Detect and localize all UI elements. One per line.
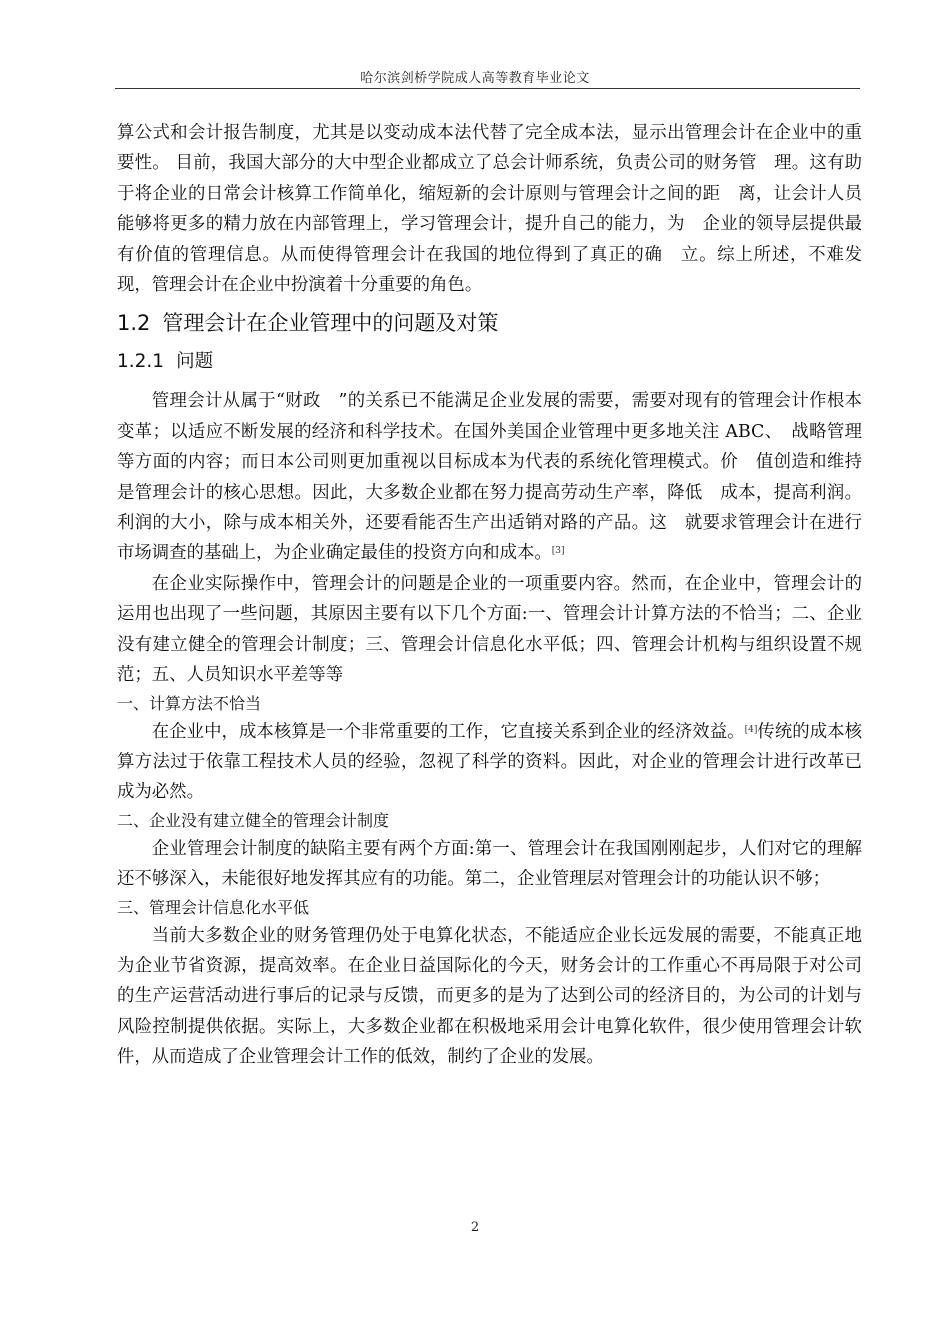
item-1-text-after: 传统的成本核算方法过于依靠工程技术人员的经验，忽视了科学的资料。因此，对企业的管理会计进行改革已成为必然。 bbox=[117, 721, 862, 803]
item-1-text-before: 在企业中，成本核算是一个非常重要的工作，它直接关系到企业的经济效益。 bbox=[151, 721, 745, 742]
citation-3: [3] bbox=[551, 546, 565, 557]
item-3-heading: 三、管理会计信息化水平低 bbox=[117, 897, 310, 917]
item-2-heading: 二、企业没有建立健全的管理会计制度 bbox=[117, 810, 390, 830]
paragraph-intro: 算公式和会计报告制度，尤其是以变动成本法代替了完全成本法，显示出管理会计在企业中的重要性。 目前，我国大部分的大中型企业都成立了总会计师系统，负责公司的财务管 理。这有助于将企业的日常会计核算工作简单化，缩短新的会计原则与管理会计之间的距 离，让会计人员能够将更多的精力放在内部管理上，学习管理会计，提升自己的能力，为 企业的领导层提供最有价值的管理信息。从而使得管理会计在我国的地位得到了真正的确 立。综上所述，不难发现，管理会计在企业中扮演着十分重要的角色。 bbox=[117, 123, 862, 296]
item-3-paragraph: 当前大多数企业的财务管理仍处于电算化状态，不能适应企业长远发展的需要，不能真正地为企业节省资源，提高效率。在企业日益国际化的今天，财务会计的工作重心不再局限于对公司的生产运营活动进行事后的记录与反馈，而更多的是为了达到公司的经济目的，为公司的计划与风险控制提供依据。实际上，大多数企业都在积极地采用会计电算化软件，很少使用管理会计软件，从而造成了企业管理会计工作的低效，制约了企业的发展。 bbox=[117, 925, 862, 1068]
paragraph-1 bbox=[117, 386, 862, 568]
section-heading bbox=[117, 308, 862, 338]
paragraph-1-text: 管理会计从属于“财政 ”的关系已不能满足企业发展的需要，需要对现有的管理会计作根本变革；以适应不断发展的经济和科学技术。在国外美国企业管理中更多地关注 ABC、 战略管理等方面的内容；而日本公司则更加重视以目标成本为代表的系统化管理模式。价 值创造和维持是管理会计的核心思想。因此，大多数企业都在努力提高劳动生产率，降低 成本，提高利润。利润的大小，除与成本相关外，还要看能否生产出适销对路的产品。这 就要求管理会计在进行市场调查的基础上，为企业确定最佳的投资方向和成本。 bbox=[117, 391, 862, 564]
subsection-number: 1.2.1 bbox=[117, 351, 165, 373]
section-title: 管理会计在企业管理中的问题及对策 bbox=[162, 311, 499, 336]
subsection-title: 问题 bbox=[176, 351, 214, 373]
citation-4: [4] bbox=[744, 724, 758, 735]
item-1-paragraph bbox=[117, 717, 862, 808]
page-body bbox=[117, 118, 862, 1073]
running-header: 哈尔滨剑桥学院成人高等教育毕业论文 bbox=[360, 71, 590, 86]
subsection-heading bbox=[117, 348, 862, 376]
paragraph-2: 在企业实际操作中，管理会计的问题是企业的一项重要内容。然而，在企业中，管理会计的运用也出现了一些问题，其原因主要有以下几个方面:一、管理会计计算方法的不恰当；二、企业没有建立健全的管理会计制度；三、管理会计信息化水平低；四、管理会计机构与组织设置不规范；五、人员知识水平差等等 bbox=[117, 573, 862, 686]
item-2-paragraph: 企业管理会计制度的缺陷主要有两个方面:第一、管理会计在我国刚刚起步，人们对它的理解还不够深入，未能很好地发挥其应有的功能。第二，企业管理层对管理会计的功能认识不够； bbox=[117, 838, 862, 890]
page-number: 2 bbox=[470, 1220, 480, 1235]
header-rule bbox=[115, 88, 860, 89]
item-1-heading: 一、计算方法不恰当 bbox=[117, 693, 262, 713]
section-number: 1.2 bbox=[117, 311, 151, 336]
